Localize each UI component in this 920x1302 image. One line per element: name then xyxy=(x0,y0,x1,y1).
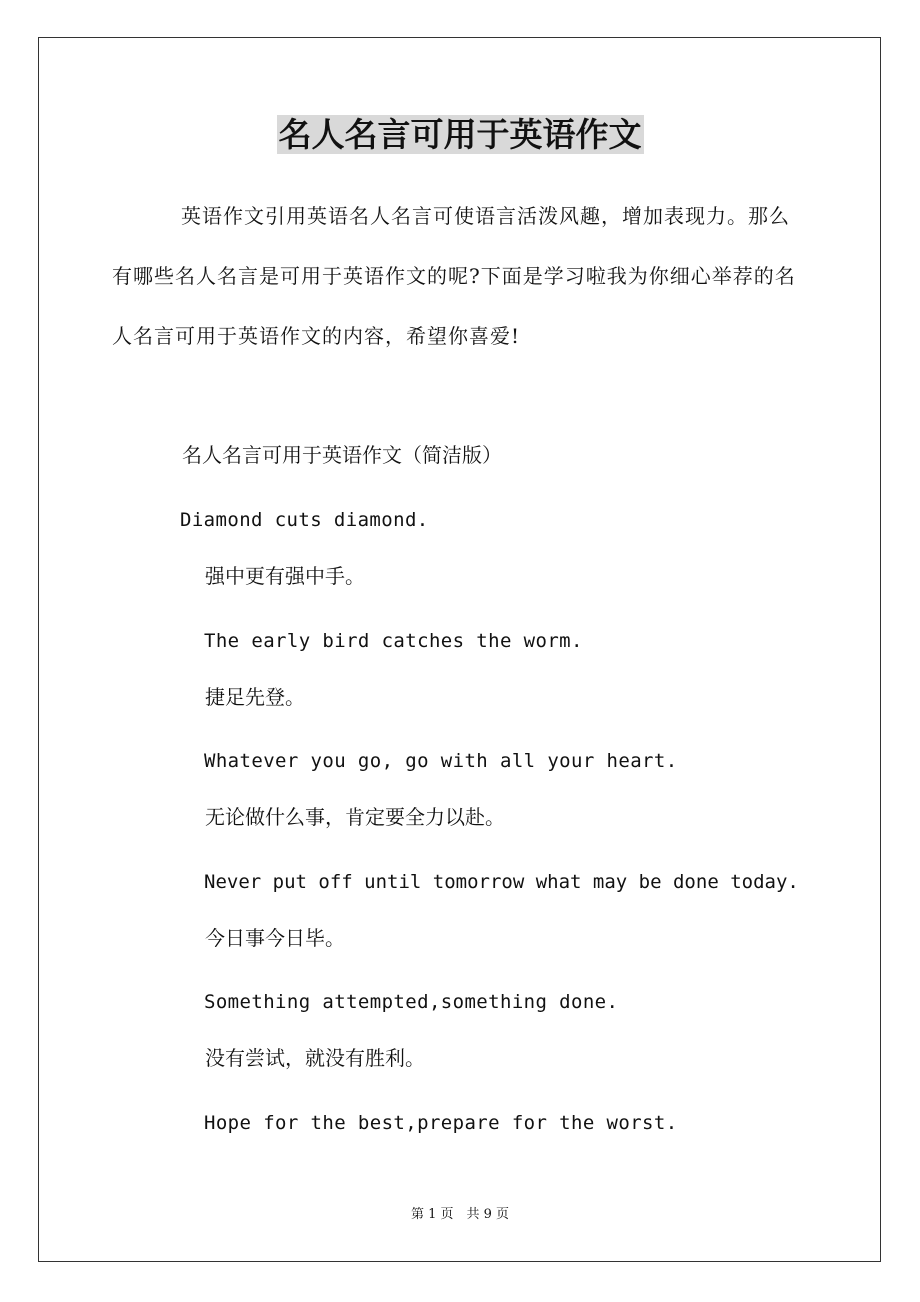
section-heading: 名人名言可用于英语作文（简洁版） xyxy=(182,443,502,467)
quote-en: Something attempted,something done. xyxy=(204,991,619,1013)
quote-en: Whatever you go, go with all your heart. xyxy=(204,750,678,772)
quote-zh: 今日事今日毕。 xyxy=(205,926,345,950)
quote-en: The early bird catches the worm. xyxy=(204,630,583,652)
document-title: 名人名言可用于英语作文 xyxy=(278,115,642,154)
quote-zh: 强中更有强中手。 xyxy=(205,564,365,588)
quote-en: Never put off until tomorrow what may be done today. xyxy=(204,871,799,893)
quote-zh: 没有尝试，就没有胜利。 xyxy=(205,1046,425,1070)
page-number: 第 1 页 共 9 页 xyxy=(410,1207,510,1222)
quote-zh: 无论做什么事，肯定要全力以赴。 xyxy=(205,805,505,829)
quote-en: Diamond cuts diamond. xyxy=(180,509,429,531)
intro-paragraph: 英语作文引用英语名人名言可使语言活泼风趣，增加表现力。那么有哪些名人名言是可用于英语作文的呢?下面是学习啦我为你细心举荐的名人名言可用于英语作文的内容，希望你喜爱! xyxy=(112,204,796,348)
quote-en: Hope for the best,prepare for the worst. xyxy=(204,1112,678,1134)
quote-zh: 捷足先登。 xyxy=(205,685,305,709)
